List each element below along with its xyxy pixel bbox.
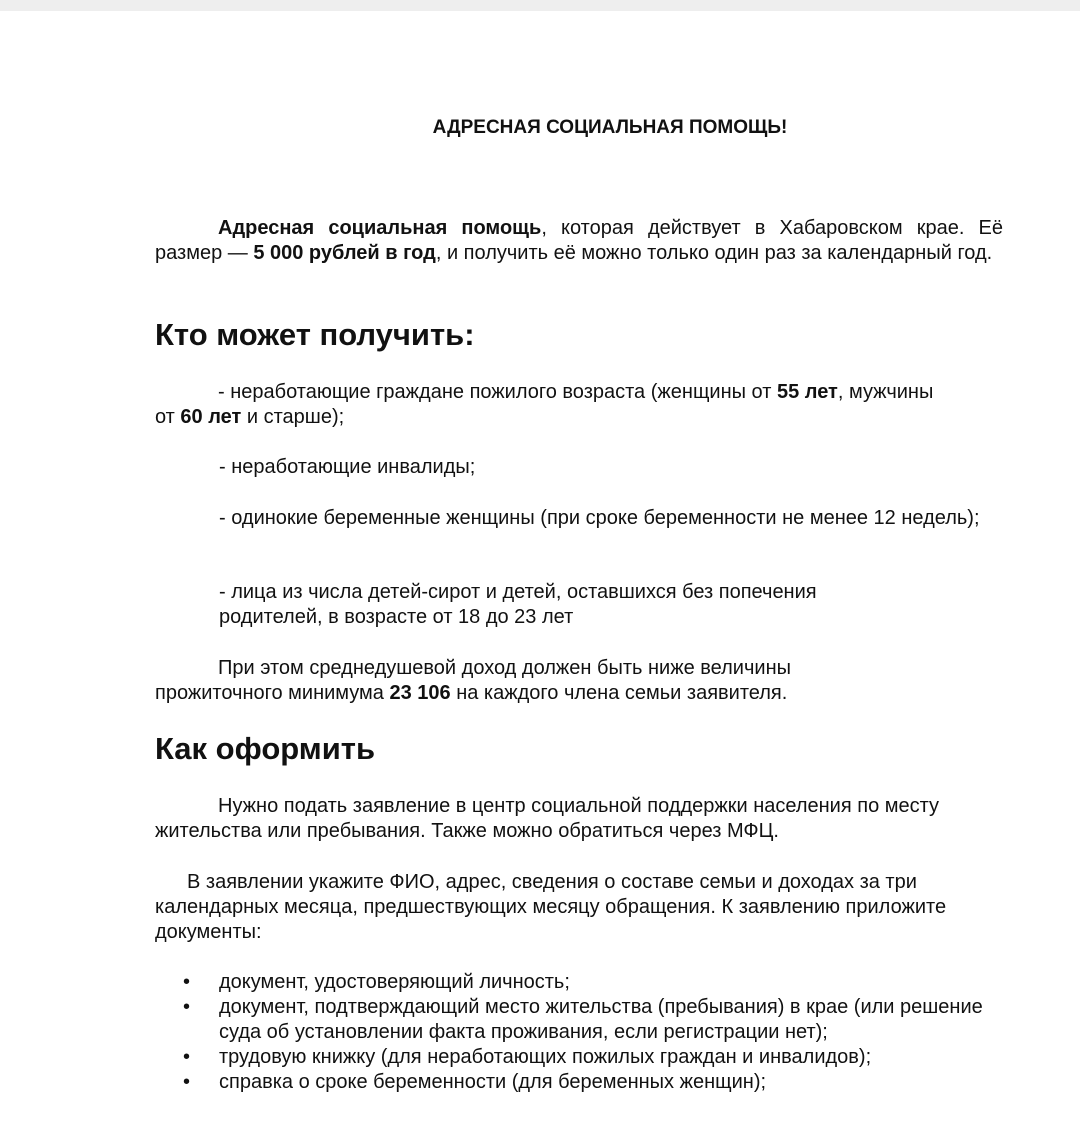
heading-how: Как оформить: [155, 731, 376, 766]
who-item-disabled: - неработающие инвалиды;: [219, 456, 476, 478]
who-item-pregnant: - одинокие беременные женщины (при сроке беременности не менее 12 недель);: [219, 507, 980, 529]
list-item-text: документ, подтверждающий место жительства (пребывания) в крае (или решение суда об установлении факта проживания, если регистрации нет);: [219, 996, 983, 1043]
bullet-icon: •: [183, 971, 191, 993]
income-text: При этом среднедушевой доход должен быть ниже величины прожиточного минимума: [155, 657, 791, 704]
who-item-orphans: - лица из числа детей-сирот и детей, оставшихся без попечения родителей, в возрасте от 18 до 23 лет: [219, 581, 817, 628]
income-paragraph: [155, 656, 875, 706]
list-item: [155, 1045, 1015, 1070]
who-item-elderly-text2: , мужчины от: [155, 381, 934, 428]
women-age: 55 лет: [776, 381, 838, 403]
bullet-icon: •: [183, 996, 191, 1018]
how-apply-paragraph: Нужно подать заявление в центр социальной поддержки населения по месту жительства или пребывания. Также можно обратиться через МФЦ.: [155, 795, 940, 842]
who-item-elderly: [155, 380, 955, 430]
list-item-text: документ, удостоверяющий личность;: [219, 971, 570, 993]
intro-text: , которая действует в Хабаровском крае. Её размер —: [155, 217, 1003, 264]
list-item-text: трудовую книжку (для неработающих пожилых граждан и инвалидов);: [219, 1046, 872, 1068]
who-item-elderly-text3: и старше);: [241, 406, 345, 428]
bullet-icon: •: [183, 1046, 191, 1068]
intro-amount: 5 000 рублей в год: [253, 242, 436, 264]
documents-list: [155, 970, 1015, 1095]
intro-bold-term: Адресная социальная помощь: [218, 217, 542, 239]
document-title: АДРЕСНАЯ СОЦИАЛЬНАЯ ПОМОЩЬ!: [432, 117, 788, 138]
subsistence-minimum: 23 106: [389, 682, 451, 704]
intro-text-end: , и получить её можно только один раз за календарный год.: [435, 242, 993, 264]
application-contents-paragraph: В заявлении укажите ФИО, адрес, сведения о составе семьи и доходах за три календарных месяца, предшествующих месяцу обращения. К заявлению приложите документы:: [155, 871, 947, 943]
top-bar: [0, 0, 1080, 11]
income-text-end: на каждого члена семьи заявителя.: [450, 682, 788, 704]
list-item: [155, 970, 1015, 995]
list-item: [155, 995, 1015, 1045]
intro-paragraph: [155, 216, 1003, 266]
bullet-icon: •: [183, 1071, 191, 1093]
who-item-elderly-text: - неработающие граждане пожилого возраста (женщины от: [218, 381, 777, 403]
heading-who: Кто может получить:: [155, 317, 475, 352]
list-item-text: справка о сроке беременности (для беременных женщин);: [219, 1071, 767, 1093]
men-age: 60 лет: [180, 406, 242, 428]
list-item: [155, 1070, 1015, 1095]
